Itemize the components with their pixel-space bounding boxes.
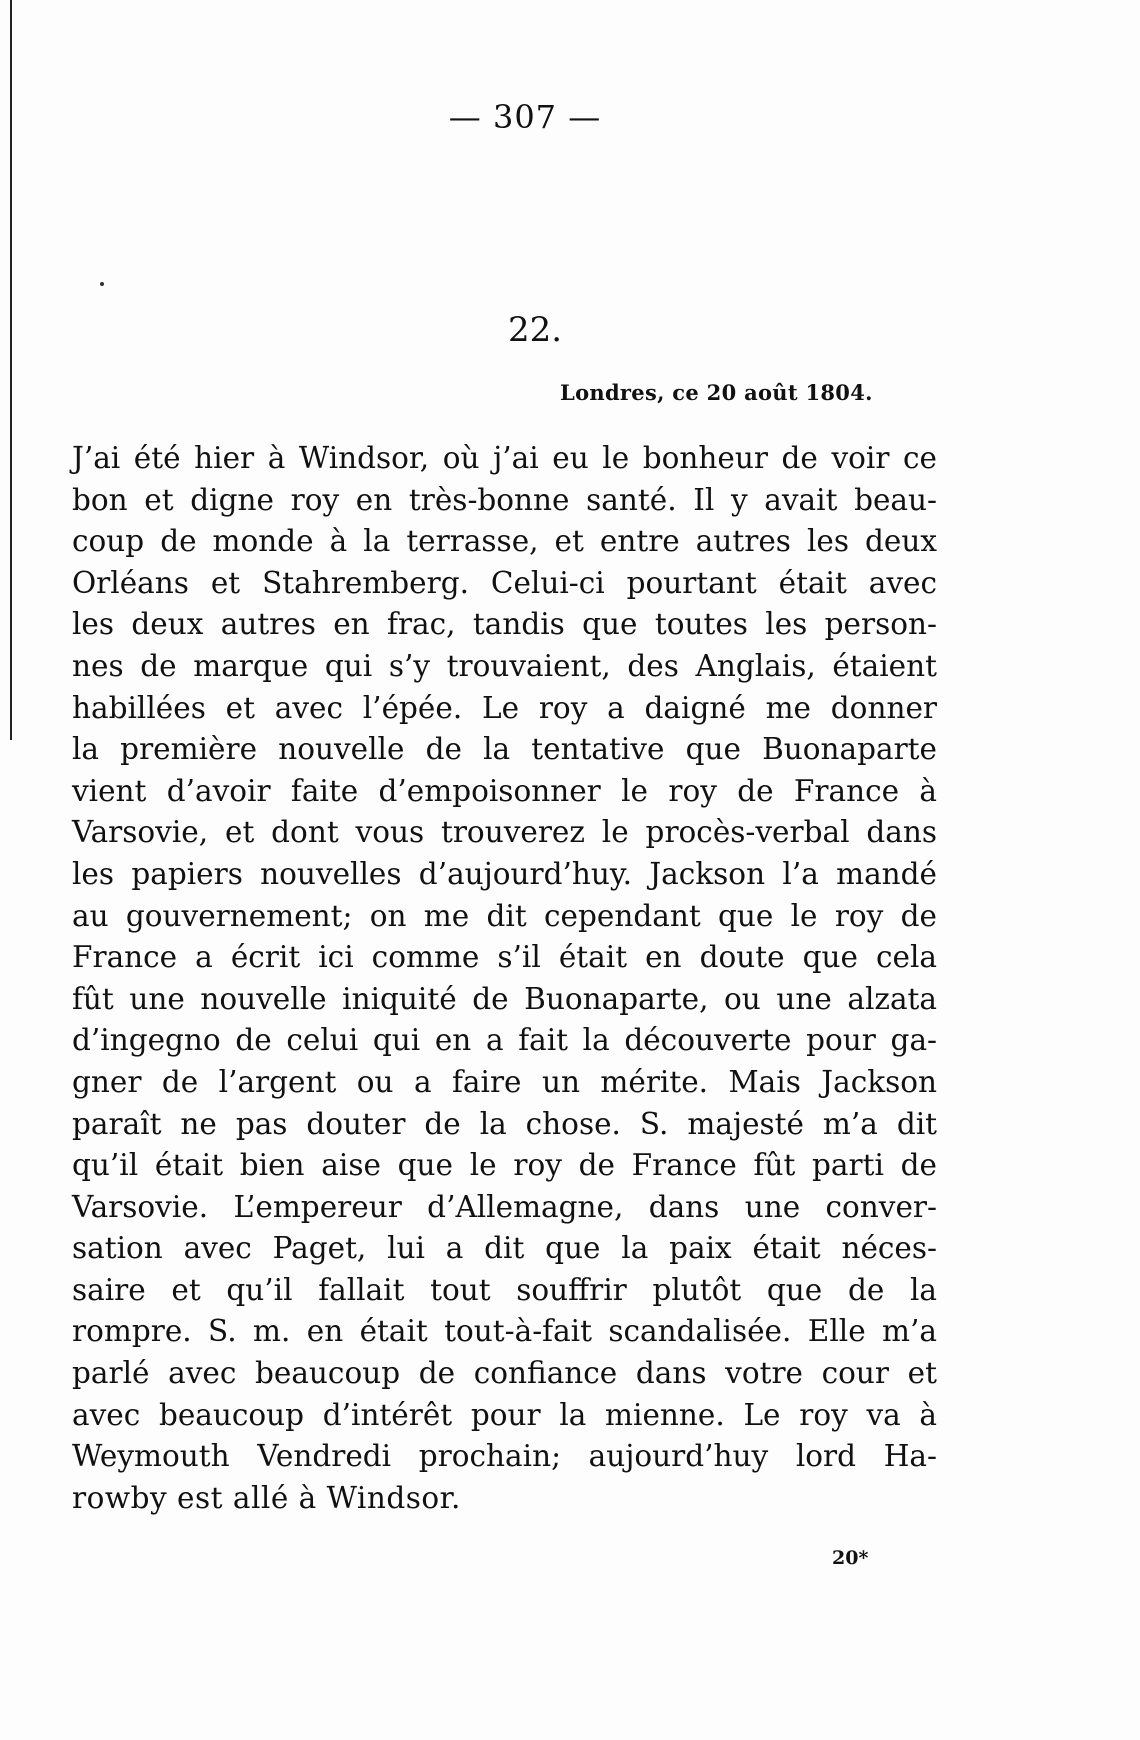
text-line: fût une nouvelle iniquité de Buonaparte, ou une alzata xyxy=(72,981,937,1016)
letter-body xyxy=(72,438,937,1519)
dateline: Londres, ce 20 août 1804. xyxy=(560,380,873,405)
text-line: Orléans et Stahremberg. Celui-ci pourtant était avec xyxy=(72,565,937,600)
letter-number: 22. xyxy=(507,310,563,350)
text-line: rompre. S. m. en était tout-à-fait scandalisée. Elle m’a xyxy=(72,1314,937,1349)
text-line: bon et digne roy en très-bonne santé. Il y avait beau- xyxy=(72,482,937,517)
text-line: J’ai été hier à Windsor, où j’ai eu le bonheur de voir ce xyxy=(72,441,937,475)
text-line: les papiers nouvelles d’aujourd’huy. Jackson l’a mandé xyxy=(72,856,937,891)
text-line: paraît ne pas douter de la chose. S. majesté m’a dit xyxy=(72,1106,937,1141)
text-line: les deux autres en frac, tandis que toutes les person- xyxy=(72,607,937,642)
text-line: parlé avec beaucoup de confiance dans votre cour et xyxy=(72,1356,937,1391)
text-line: vient d’avoir faite d’empoisonner le roy de France à xyxy=(72,773,937,808)
text-line-last: rowby est allé à Windsor. xyxy=(72,1480,461,1515)
text-line: Varsovie, et dont vous trouverez le procès-verbal dans xyxy=(72,815,937,850)
text-line: d’ingegno de celui qui en a fait la découverte pour ga- xyxy=(72,1023,937,1058)
text-line: France a écrit ici comme s’il était en doute que cela xyxy=(72,940,937,975)
text-line: nes de marque qui s’y trouvaient, des Anglais, étaient xyxy=(72,648,937,683)
text-line: gner de l’argent ou a faire un mérite. Mais Jackson xyxy=(72,1064,937,1099)
text-line: la première nouvelle de la tentative que Buonaparte xyxy=(72,732,937,767)
text-line: coup de monde à la terrasse, et entre autres les deux xyxy=(72,524,937,559)
print-speck xyxy=(100,282,104,286)
text-line: saire et qu’il fallait tout souffrir plutôt que de la xyxy=(72,1272,937,1307)
text-line: habillées et avec l’épée. Le roy a daigné me donner xyxy=(72,690,937,725)
text-line: au gouvernement; on me dit cependant que le roy de xyxy=(72,898,937,933)
text-line: qu’il était bien aise que le roy de France fût parti de xyxy=(72,1148,937,1183)
text-line: Weymouth Vendredi prochain; aujourd’huy lord Ha- xyxy=(72,1439,937,1474)
signature-mark: 20* xyxy=(832,1547,869,1569)
text-line: avec beaucoup d’intérêt pour la mienne. Le roy va à xyxy=(72,1397,937,1432)
text-line: Varsovie. L’empereur d’Allemagne, dans une conver- xyxy=(72,1189,937,1224)
page-number: — 307 — xyxy=(448,98,602,136)
text-line: sation avec Paget, lui a dit que la paix était néces- xyxy=(72,1231,937,1266)
